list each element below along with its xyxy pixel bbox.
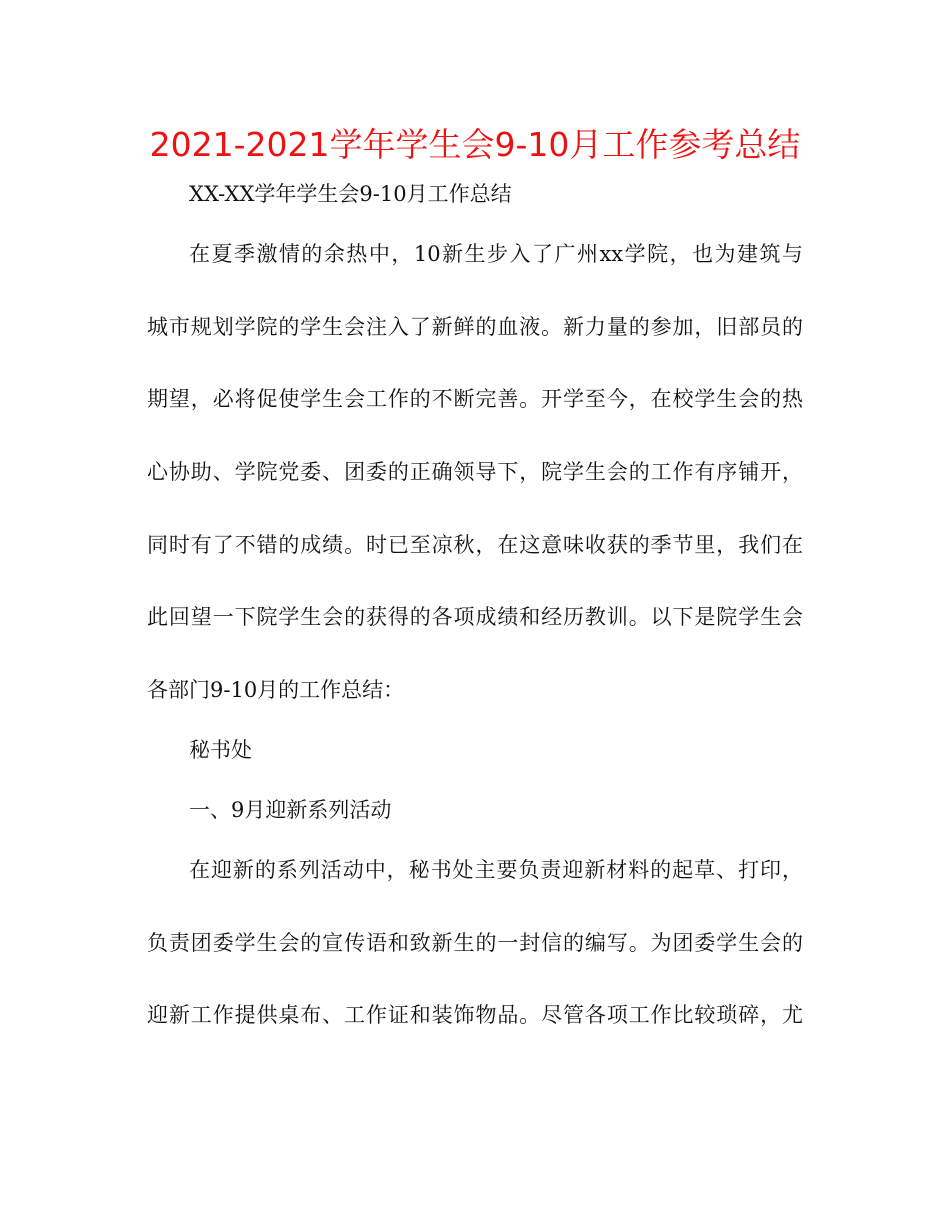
paragraph-line: 心协助、学院党委、团委的正确领导下，院学生会的工作有序铺开， xyxy=(147,460,803,484)
paragraph-line: 城市规划学院的学生会注入了新鲜的血液。新力量的参加，旧部员的 xyxy=(147,315,803,339)
paragraph-line: 在迎新的系列活动中，秘书处主要负责迎新材料的起草、打印， xyxy=(189,858,803,882)
section-heading: 秘书处 xyxy=(189,738,252,762)
paragraph-line: 迎新工作提供桌布、工作证和装饰物品。尽管各项工作比较琐碎，尤 xyxy=(147,1003,803,1027)
paragraph-line: 各部门9-10月的工作总结： xyxy=(147,678,405,702)
paragraph-line: 负责团委学生会的宣传语和致新生的一封信的编写。为团委学生会的 xyxy=(147,931,803,955)
subsection-heading: 一、9月迎新系列活动 xyxy=(189,798,392,822)
document-title: 2021-2021学年学生会9-10月工作参考总结 xyxy=(149,125,801,164)
paragraph-line: 期望，必将促使学生会工作的不断完善。开学至今，在校学生会的热 xyxy=(147,387,803,411)
paragraph-line: 在夏季激情的余热中，10新生步入了广州xx学院，也为建筑与 xyxy=(189,242,803,266)
paragraph-line: 同时有了不错的成绩。时已至凉秋，在这意味收获的季节里，我们在 xyxy=(147,533,803,557)
document-subtitle: XX-XX学年学生会9-10月工作总结 xyxy=(189,182,512,206)
paragraph-line: 此回望一下院学生会的获得的各项成绩和经历教训。以下是院学生会 xyxy=(147,605,803,629)
